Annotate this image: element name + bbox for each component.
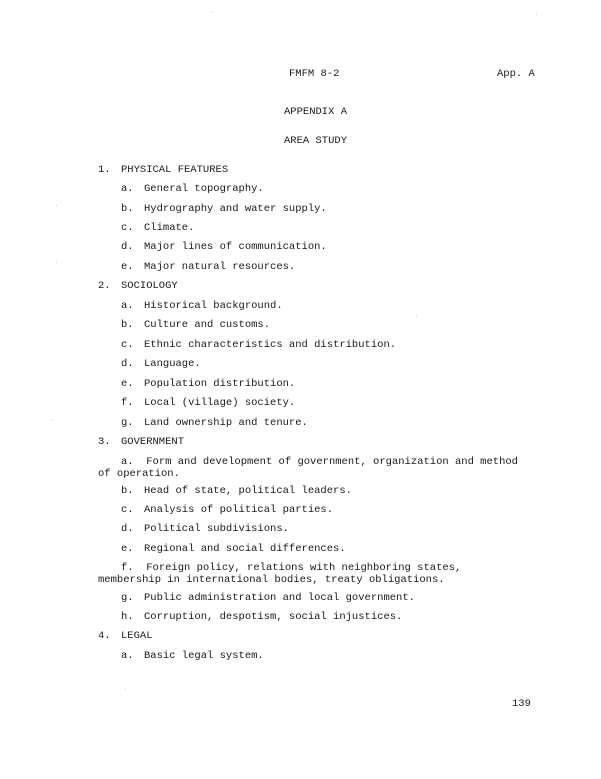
page-number: 139 — [512, 698, 531, 710]
section-heading: LEGAL — [121, 630, 153, 642]
appendix-reference: App. A — [497, 68, 535, 80]
section-heading: PHYSICAL FEATURES — [121, 164, 229, 176]
item-text: Language. — [144, 358, 201, 370]
scan-speck — [536, 14, 537, 15]
scan-speck — [56, 262, 57, 263]
item-letter: g. — [121, 592, 134, 604]
item-letter: h. — [121, 611, 134, 623]
item-text: Hydrography and water supply. — [144, 203, 327, 215]
item-letter: d. — [121, 523, 134, 535]
page-title: APPENDIX A — [284, 106, 348, 118]
item-text: Basic legal system. — [144, 650, 264, 662]
scan-speck — [211, 12, 212, 13]
item-text: Regional and social differences. — [144, 543, 346, 555]
scan-speck — [52, 420, 53, 421]
scan-speck — [125, 689, 126, 690]
item-text: Climate. — [144, 222, 195, 234]
item-text: Major natural resources. — [144, 261, 296, 273]
item-letter: a. — [121, 650, 134, 662]
item-letter: b. — [121, 485, 134, 497]
section-heading: GOVERNMENT — [121, 436, 185, 448]
section-number: 3. — [98, 436, 111, 448]
section-number: 4. — [98, 630, 111, 642]
item-text: Ethnic characteristics and distribution. — [144, 339, 397, 351]
item-letter: c. — [121, 222, 134, 234]
section-number: 1. — [98, 164, 111, 176]
item-text: Foreign policy, relations with neighboring states, membership in international bodies, treaty obligations. — [98, 562, 462, 586]
item-text: Land ownership and tenure. — [144, 417, 308, 429]
scan-speck — [416, 316, 417, 317]
item-letter: g. — [121, 417, 134, 429]
item-text: Historical background. — [144, 300, 283, 312]
item-text: Political subdivisions. — [144, 523, 289, 535]
scan-speck — [56, 205, 57, 206]
item-letter: f. — [121, 562, 134, 574]
item-letter: b. — [121, 203, 134, 215]
item-letter: e. — [121, 261, 134, 273]
item-letter: d. — [121, 241, 134, 253]
item-paragraph — [98, 562, 518, 586]
item-text: Major lines of communication. — [144, 241, 327, 253]
item-letter: c. — [121, 339, 134, 351]
item-letter: d. — [121, 358, 134, 370]
item-text: Culture and customs. — [144, 319, 271, 331]
page-subtitle: AREA STUDY — [284, 135, 348, 147]
item-letter: a. — [121, 456, 134, 468]
item-letter: a. — [121, 300, 134, 312]
document-id: FMFM 8-2 — [289, 68, 340, 80]
item-text: Head of state, political leaders. — [144, 485, 352, 497]
item-letter: a. — [121, 183, 134, 195]
section-number: 2. — [98, 280, 111, 292]
item-letter: e. — [121, 543, 134, 555]
item-text: Corruption, despotism, social injustices. — [144, 611, 403, 623]
item-letter: e. — [121, 378, 134, 390]
item-letter: c. — [121, 504, 134, 516]
item-text: Analysis of political parties. — [144, 504, 334, 516]
item-text: Public administration and local government. — [144, 592, 415, 604]
section-heading: SOCIOLOGY — [121, 280, 178, 292]
item-text: Population distribution. — [144, 378, 296, 390]
item-paragraph — [98, 456, 518, 480]
item-text: Form and development of government, organization and method of operation. — [98, 456, 518, 480]
item-text: General topography. — [144, 183, 264, 195]
item-text: Local (village) society. — [144, 397, 296, 409]
item-letter: b. — [121, 319, 134, 331]
item-letter: f. — [121, 397, 134, 409]
